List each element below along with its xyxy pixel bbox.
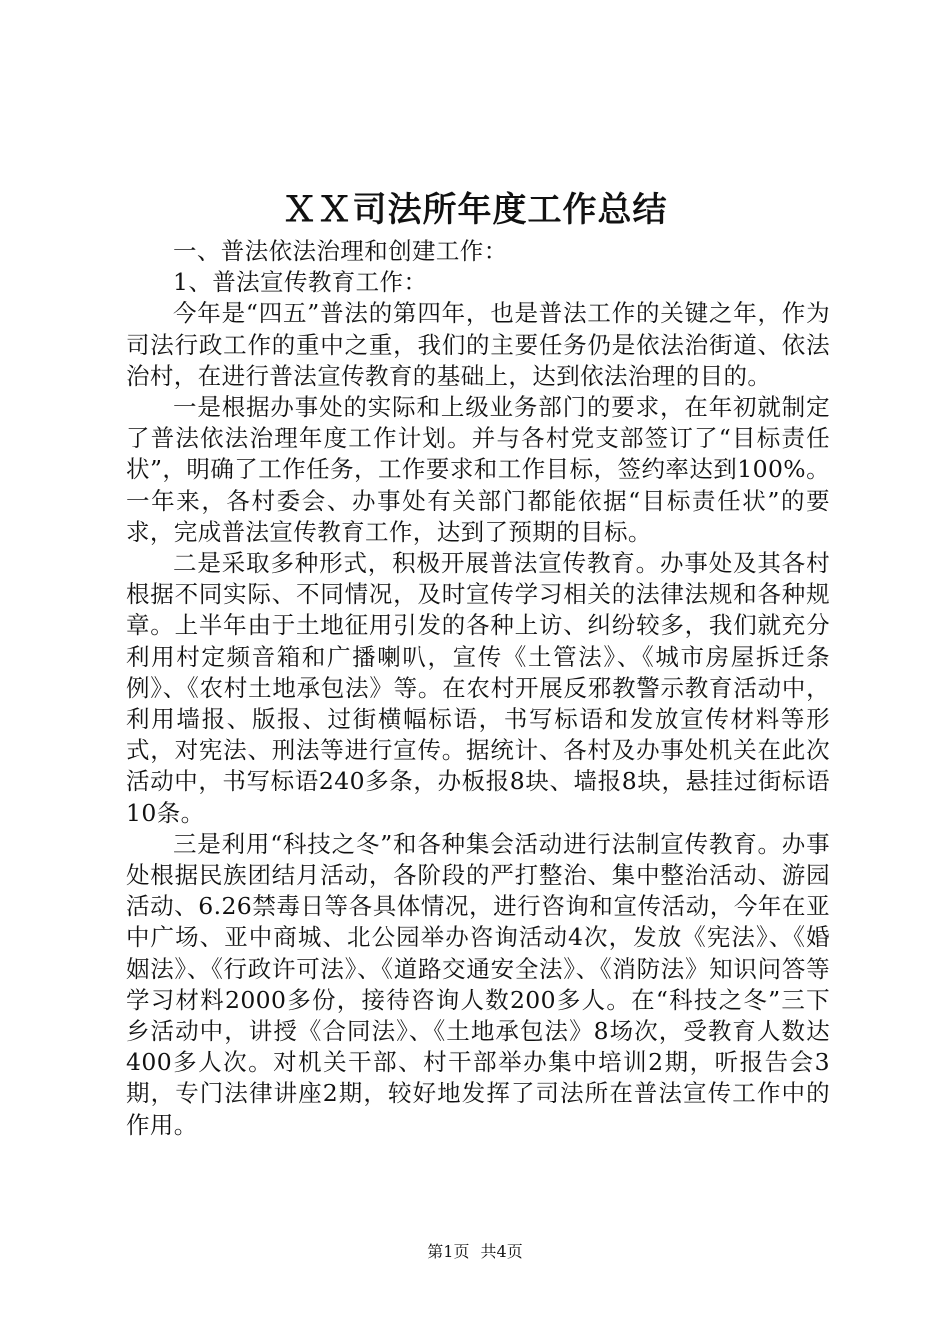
body-paragraph: 一是根据办事处的实际和上级业务部门的要求，在年初就制定了普法依法治理年度工作计划。并与各村党支部签订了“目标责任状”，明确了工作任务，工作要求和工作目标，签约率达到100%。一年来，各村委会、办事处有关部门都能依据“目标责任状”的要求，完成普法宣传教育工作，达到了预期的目标。 xyxy=(126,393,830,546)
body-paragraph: 今年是“四五”普法的第四年，也是普法工作的关键之年，作为司法行政工作的重中之重，我们的主要任务仍是依法治街道、依法治村，在进行普法宣传教育的基础上，达到依法治理的目的。 xyxy=(126,299,830,390)
section-heading: 一、普法依法治理和创建工作： xyxy=(173,237,508,265)
subsection-heading: 1、普法宣传教育工作： xyxy=(173,268,428,297)
page-footer xyxy=(0,1240,950,1264)
document-body xyxy=(126,236,830,1141)
page-total: 共4页 xyxy=(480,1242,523,1261)
body-paragraph: 二是采取多种形式，积极开展普法宣传教育。办事处及其各村根据不同实际、不同情况，及时宣传学习相关的法律法规和各种规章。上半年由于土地征用引发的各种上访、纠纷较多，我们就充分利用村定频音箱和广播喇叭，宣传《土管法》、《城市房屋拆迁条例》、《农村土地承包法》等。在农村开展反邪教警示教育活动中，利用墙报、版报、过街横幅标语，书写标语和发放宣传材料等形式，对宪法、刑法等进行宣传。据统计、各村及办事处机关在此次活动中，书写标语240多条，办板报8块、墙报8块，悬挂过街标语10条。 xyxy=(126,549,830,827)
body-paragraph: 三是利用“科技之冬”和各种集会活动进行法制宣传教育。办事处根据民族团结月活动，各阶段的严打整治、集中整治活动、游园活动、6.26禁毒日等各具体情况，进行咨询和宣传活动，今年在亚中广场、亚中商城、北公园举办咨询活动4次，发放《宪法》、《婚姻法》、《行政许可法》、《道路交通安全法》、《消防法》知识问答等学习材料2000多份，接待咨询人数200多人。在“科技之冬”三下乡活动中，讲授《合同法》、《土地承包法》8场次，受教育人数达400多人次。对机关干部、村干部举办集中培训2期，听报告会3期，专门法律讲座2期，较好地发挥了司法所在普法宣传工作中的作用。 xyxy=(126,829,830,1139)
page-number: 第1页 xyxy=(427,1242,470,1261)
document-title: ＸＸ司法所年度工作总结 xyxy=(282,190,668,230)
